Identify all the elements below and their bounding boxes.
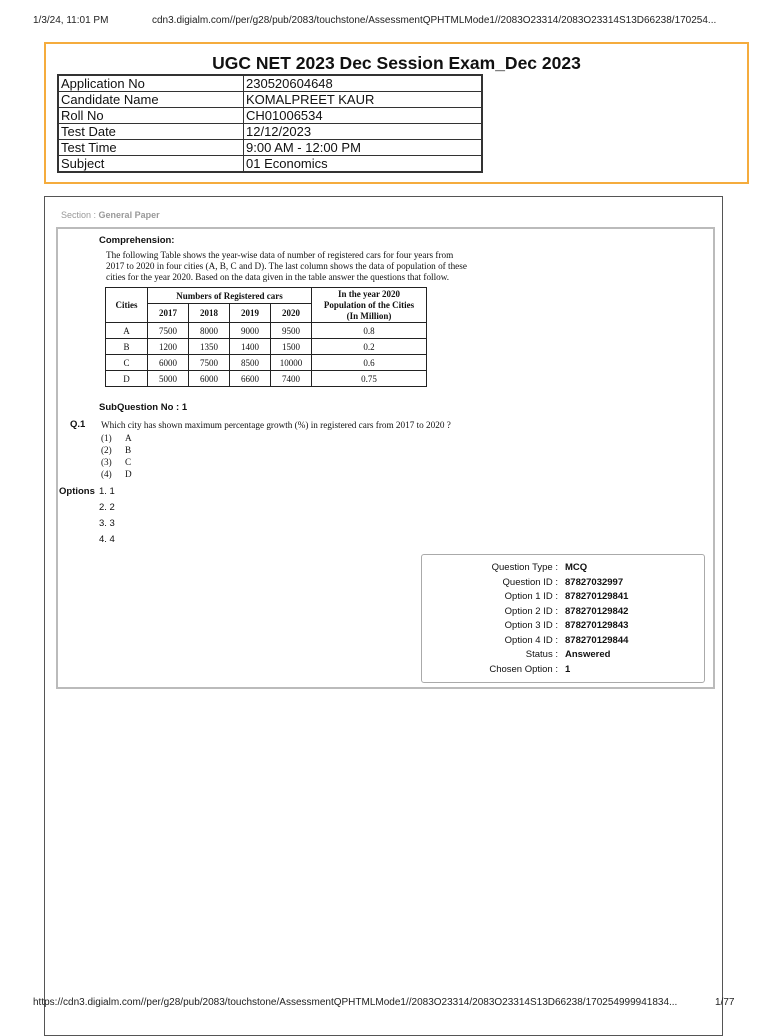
- choice-item: [101, 444, 132, 456]
- value-cell: 1350: [189, 339, 230, 355]
- city-cell: B: [106, 339, 148, 355]
- info-key: Option 1 ID :: [504, 591, 558, 602]
- question-paper: [44, 196, 723, 1036]
- choice-number: (4): [101, 469, 112, 479]
- population-cell: 0.6: [312, 355, 427, 371]
- row-value: CH01006534: [244, 108, 483, 124]
- section-label: [61, 210, 160, 220]
- info-key: Option 3 ID :: [504, 620, 558, 631]
- city-cell: D: [106, 371, 148, 387]
- info-value: 878270129844: [565, 634, 629, 646]
- info-row: [422, 664, 704, 679]
- section-prefix: Section :: [61, 210, 97, 220]
- header-population-line: Population of the Cities: [323, 299, 415, 310]
- section-name: General Paper: [98, 210, 160, 220]
- header-year: 2018: [189, 304, 230, 323]
- info-key: Chosen Option :: [489, 663, 558, 675]
- table-row: [106, 339, 427, 355]
- question-info-box: [421, 554, 705, 683]
- row-label: Application No: [58, 75, 244, 92]
- info-row: [422, 620, 704, 635]
- table-row: [106, 371, 427, 387]
- row-value: 12/12/2023: [244, 124, 483, 140]
- info-key: Question ID :: [502, 576, 558, 588]
- option-item: 1. 1: [99, 486, 115, 497]
- choice-text: A: [125, 433, 132, 443]
- choice-number: (2): [101, 445, 112, 455]
- value-cell: 1500: [271, 339, 312, 355]
- header-registered-cars: Numbers of Registered cars: [148, 288, 312, 304]
- row-label: Test Date: [58, 124, 244, 140]
- header-cities: Cities: [106, 288, 148, 323]
- info-key: Question Type :: [491, 562, 558, 573]
- candidate-row: [58, 140, 482, 156]
- candidate-row: [58, 108, 482, 124]
- header-population-line: (In Million): [346, 310, 392, 321]
- registered-cars-table: [105, 287, 427, 387]
- info-key: Option 4 ID :: [504, 634, 558, 646]
- value-cell: 7500: [189, 355, 230, 371]
- choice-number: (1): [101, 433, 112, 443]
- choice-text: D: [125, 469, 132, 479]
- value-cell: 8500: [230, 355, 271, 371]
- info-value: 87827032997: [565, 576, 624, 588]
- info-row: [422, 577, 704, 592]
- header-year: 2017: [148, 304, 189, 323]
- candidate-row: [58, 156, 482, 173]
- info-value: MCQ: [565, 562, 588, 573]
- value-cell: 7500: [148, 323, 189, 339]
- question-number: Q.1: [70, 419, 86, 430]
- header-population-line: In the year 2020: [337, 288, 401, 299]
- value-cell: 5000: [148, 371, 189, 387]
- row-value: 9:00 AM - 12:00 PM: [244, 140, 483, 156]
- choice-item: [101, 456, 132, 468]
- comprehension-passage: [106, 250, 518, 283]
- value-cell: 1400: [230, 339, 271, 355]
- candidate-row: [58, 75, 482, 92]
- population-cell: 0.8: [312, 323, 427, 339]
- page-number: 1/77: [715, 997, 735, 1008]
- info-value: 878270129842: [565, 605, 629, 617]
- choice-item: [101, 468, 132, 480]
- city-cell: C: [106, 355, 148, 371]
- population-cell: 0.75: [312, 371, 427, 387]
- info-key: Option 2 ID :: [504, 605, 558, 617]
- comprehension-title: Comprehension:: [99, 235, 175, 246]
- city-cell: A: [106, 323, 148, 339]
- footer-url: https://cdn3.digialm.com//per/g28/pub/2083/touchstone/AssessmentQPHTMLMode1//2083O23314/2083O23314S13D66238/170254999941834...: [33, 997, 678, 1008]
- print-url: cdn3.digialm.com//per/g28/pub/2083/touchstone/AssessmentQPHTMLMode1//2083O23314/2083O23314S13D66238/170254...: [152, 15, 717, 26]
- option-item: 2. 2: [99, 502, 115, 513]
- candidate-row: [58, 124, 482, 140]
- row-label: Test Time: [58, 140, 244, 156]
- value-cell: 7400: [271, 371, 312, 387]
- candidate-row: [58, 92, 482, 108]
- choice-number: (3): [101, 457, 112, 467]
- row-label: Candidate Name: [58, 92, 244, 108]
- question-choices: [101, 432, 132, 480]
- info-row: [422, 649, 704, 664]
- value-cell: 10000: [271, 355, 312, 371]
- exam-info-box: [44, 42, 749, 184]
- header-year: 2019: [230, 304, 271, 323]
- info-value: Answered: [565, 649, 611, 660]
- choice-item: [101, 432, 132, 444]
- value-cell: 1200: [148, 339, 189, 355]
- value-cell: 9500: [271, 323, 312, 339]
- exam-title: UGC NET 2023 Dec Session Exam_Dec 2023: [212, 53, 581, 73]
- question-text: Which city has shown maximum percentage growth (%) in registered cars from 2017 to 2020 ?: [101, 420, 451, 430]
- value-cell: 6600: [230, 371, 271, 387]
- question-panel: [56, 227, 715, 689]
- choice-text: C: [125, 457, 132, 467]
- row-value: 230520604648: [244, 75, 483, 92]
- passage-line: cities for the year 2020. Based on the data given in the table answer the questions that follow.: [106, 272, 450, 282]
- option-item: 4. 4: [99, 534, 115, 545]
- info-value: 878270129843: [565, 620, 629, 631]
- info-value: 1: [565, 663, 571, 675]
- choice-text: B: [125, 445, 132, 455]
- table-row: [106, 355, 427, 371]
- info-row: [422, 635, 704, 650]
- passage-line: 2017 to 2020 in four cities (A, B, C and D). The last column shows the data of population of these: [106, 261, 467, 271]
- subquestion-label: SubQuestion No : 1: [99, 402, 188, 413]
- candidate-table: [57, 74, 483, 173]
- table-row: [106, 323, 427, 339]
- header-year: 2020: [271, 304, 312, 323]
- passage-line: The following Table shows the year-wise data of number of registered cars for four years from: [106, 250, 454, 260]
- value-cell: 6000: [148, 355, 189, 371]
- header-population: [312, 288, 427, 323]
- info-row: [422, 591, 704, 606]
- row-label: Roll No: [58, 108, 244, 124]
- value-cell: 8000: [189, 323, 230, 339]
- option-item: 3. 3: [99, 518, 115, 529]
- info-key: Status :: [525, 649, 558, 660]
- row-value: KOMALPREET KAUR: [244, 92, 483, 108]
- population-cell: 0.2: [312, 339, 427, 355]
- print-datetime: 1/3/24, 11:01 PM: [33, 15, 109, 26]
- row-value: 01 Economics: [244, 156, 483, 173]
- options-list: [99, 486, 115, 550]
- value-cell: 6000: [189, 371, 230, 387]
- row-label: Subject: [58, 156, 244, 173]
- value-cell: 9000: [230, 323, 271, 339]
- info-row: [422, 606, 704, 621]
- info-value: 878270129841: [565, 591, 629, 602]
- options-label: Options: [59, 486, 95, 497]
- info-row: [422, 562, 704, 577]
